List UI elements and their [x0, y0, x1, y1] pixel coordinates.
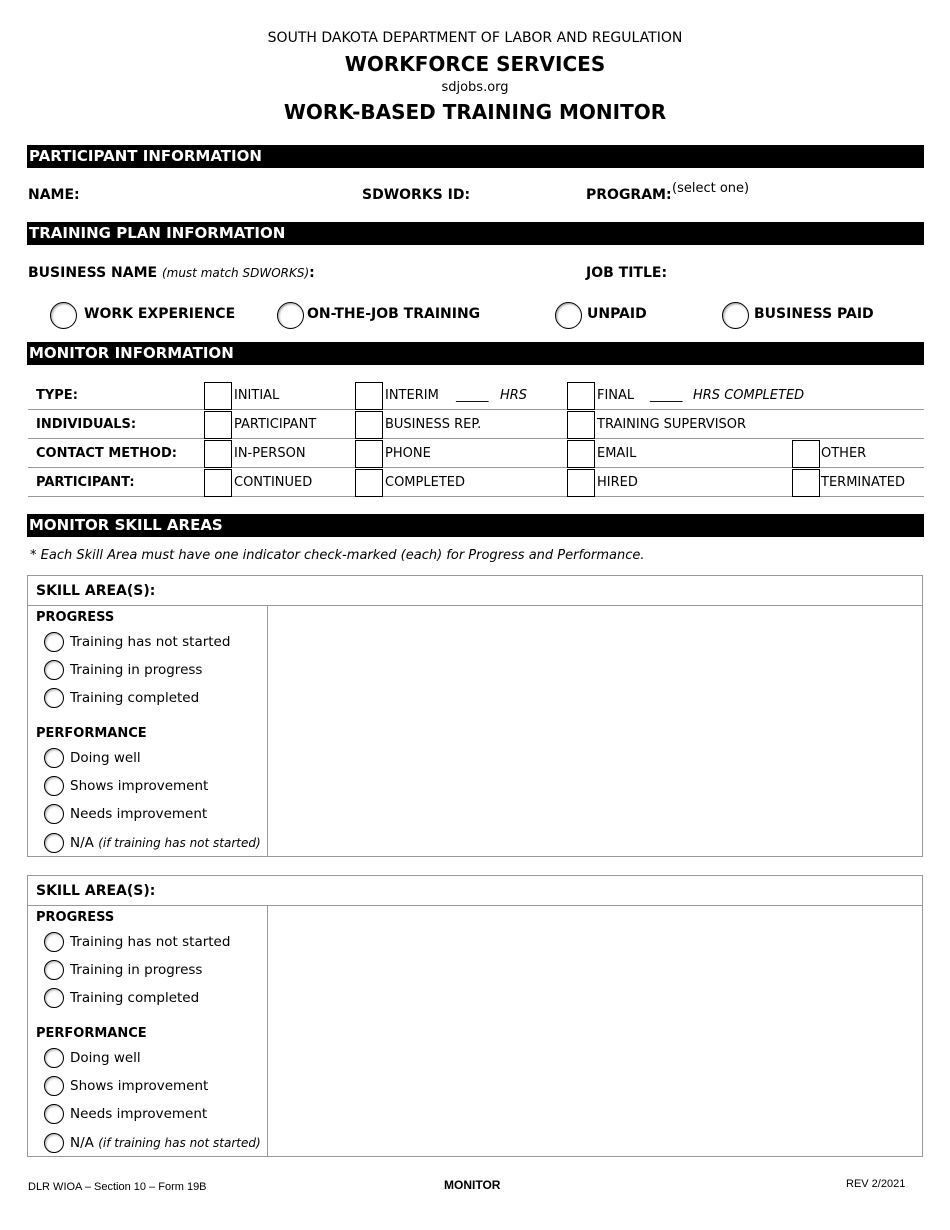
- phone-checkbox[interactable]: [355, 440, 383, 468]
- business-rep-checkbox[interactable]: [355, 411, 383, 439]
- performance-needs-improvement-radio[interactable]: [44, 1104, 64, 1124]
- form-title: WORK-BASED TRAINING MONITOR: [283, 100, 667, 124]
- performance-needs-improvement-radio[interactable]: [44, 804, 64, 824]
- performance-shows-improvement-radio[interactable]: [44, 776, 64, 796]
- completed-checkbox[interactable]: [355, 469, 383, 497]
- participant-info-header: PARTICIPANT INFORMATION: [27, 145, 924, 168]
- monitor-individuals-row: [28, 411, 924, 439]
- contact-method-label: CONTACT METHOD:: [36, 446, 177, 461]
- other-label: OTHER: [821, 446, 867, 461]
- in-person-label: IN-PERSON: [234, 446, 306, 461]
- performance-doing-well-radio[interactable]: [44, 1048, 64, 1068]
- business-name-colon: :: [309, 265, 315, 281]
- skill-areas-header: MONITOR SKILL AREAS: [27, 514, 924, 537]
- business-name-text: BUSINESS NAME: [28, 265, 158, 281]
- monitor-type-row: [28, 382, 924, 410]
- initial-checkbox[interactable]: [204, 382, 232, 410]
- na-hint: (if training has not started): [98, 1136, 261, 1150]
- unpaid-label: UNPAID: [587, 306, 647, 322]
- initial-label: INITIAL: [234, 388, 280, 403]
- progress-label: PROGRESS: [36, 910, 115, 925]
- skill-area-box-2: [27, 875, 923, 1157]
- training-supervisor-label: TRAINING SUPERVISOR: [597, 417, 747, 432]
- email-label: EMAIL: [597, 446, 637, 461]
- terminated-checkbox[interactable]: [792, 469, 820, 497]
- business-name-label: [28, 265, 315, 281]
- performance-needs-improvement-label: Needs improvement: [70, 1106, 208, 1122]
- participant-checkbox[interactable]: [204, 411, 232, 439]
- progress-completed-label: Training completed: [70, 690, 200, 706]
- final-label: FINAL: [597, 388, 635, 403]
- footer-form-id: DLR WIOA – Section 10 – Form 19B: [28, 1181, 207, 1193]
- skill-area-title: SKILL AREA(S):: [28, 876, 922, 906]
- performance-na-label: [70, 1135, 261, 1151]
- na-text: N/A: [70, 1135, 94, 1151]
- hired-label: HIRED: [597, 475, 638, 490]
- interim-hrs-label: HRS: [500, 388, 528, 403]
- progress-not-started-label: Training has not started: [70, 634, 231, 650]
- sdworks-id-label: SDWORKS ID:: [362, 187, 471, 203]
- progress-not-started-radio[interactable]: [44, 932, 64, 952]
- program-hint: (select one): [672, 181, 750, 196]
- progress-not-started-label: Training has not started: [70, 934, 231, 950]
- performance-na-radio[interactable]: [44, 1133, 64, 1153]
- skill-area-indicators: [28, 906, 268, 1156]
- participant-status-label: PARTICIPANT:: [36, 475, 135, 490]
- skill-areas-note: * Each Skill Area must have one indicator check-marked (each) for Progress and Performance.: [30, 548, 645, 563]
- progress-completed-label: Training completed: [70, 990, 200, 1006]
- participant-option-label: PARTICIPANT: [234, 417, 317, 432]
- performance-doing-well-label: Doing well: [70, 750, 141, 766]
- progress-in-progress-label: Training in progress: [70, 662, 203, 678]
- progress-label: PROGRESS: [36, 610, 115, 625]
- individuals-label: INDIVIDUALS:: [36, 417, 137, 432]
- on-the-job-training-radio[interactable]: [277, 302, 304, 329]
- performance-label: PERFORMANCE: [36, 1026, 147, 1041]
- name-label: NAME:: [28, 187, 80, 203]
- training-plan-header: TRAINING PLAN INFORMATION: [27, 222, 924, 245]
- progress-in-progress-radio[interactable]: [44, 660, 64, 680]
- unpaid-radio[interactable]: [555, 302, 582, 329]
- na-text: N/A: [70, 835, 94, 851]
- hired-checkbox[interactable]: [567, 469, 595, 497]
- continued-label: CONTINUED: [234, 475, 313, 490]
- skill-area-title: SKILL AREA(S):: [28, 576, 922, 606]
- on-the-job-training-label: ON-THE-JOB TRAINING: [307, 306, 481, 322]
- progress-completed-radio[interactable]: [44, 988, 64, 1008]
- interim-checkbox[interactable]: [355, 382, 383, 410]
- performance-shows-improvement-label: Shows improvement: [70, 1078, 209, 1094]
- phone-label: PHONE: [385, 446, 431, 461]
- work-experience-label: WORK EXPERIENCE: [84, 306, 236, 322]
- business-paid-label: BUSINESS PAID: [754, 306, 874, 322]
- progress-completed-radio[interactable]: [44, 688, 64, 708]
- final-hrs-blank[interactable]: _____: [650, 388, 683, 403]
- continued-checkbox[interactable]: [204, 469, 232, 497]
- performance-shows-improvement-label: Shows improvement: [70, 778, 209, 794]
- department-name: SOUTH DAKOTA DEPARTMENT OF LABOR AND REGULATION: [267, 30, 683, 46]
- type-label: TYPE:: [36, 388, 78, 403]
- footer-monitor: MONITOR: [444, 1178, 501, 1192]
- progress-not-started-radio[interactable]: [44, 632, 64, 652]
- performance-na-label: [70, 835, 261, 851]
- email-checkbox[interactable]: [567, 440, 595, 468]
- monitor-contact-row: [28, 440, 924, 468]
- final-checkbox[interactable]: [567, 382, 595, 410]
- website: sdjobs.org: [441, 80, 509, 95]
- monitor-info-header: MONITOR INFORMATION: [27, 342, 924, 365]
- completed-label: COMPLETED: [385, 475, 465, 490]
- hrs-completed-label: HRS COMPLETED: [693, 388, 805, 403]
- work-experience-radio[interactable]: [50, 302, 77, 329]
- monitor-participant-row: [28, 469, 924, 497]
- performance-doing-well-label: Doing well: [70, 1050, 141, 1066]
- business-name-hint: (must match SDWORKS): [161, 266, 310, 280]
- other-checkbox[interactable]: [792, 440, 820, 468]
- division-name: WORKFORCE SERVICES: [344, 52, 606, 76]
- performance-label: PERFORMANCE: [36, 726, 147, 741]
- interim-label: INTERIM: [385, 388, 439, 403]
- skill-area-box-1: [27, 575, 923, 857]
- program-label: PROGRAM:: [586, 187, 672, 203]
- business-rep-label: BUSINESS REP.: [385, 417, 482, 432]
- job-title-label: JOB TITLE:: [586, 265, 668, 281]
- training-supervisor-checkbox[interactable]: [567, 411, 595, 439]
- performance-doing-well-radio[interactable]: [44, 748, 64, 768]
- performance-na-radio[interactable]: [44, 833, 64, 853]
- business-paid-radio[interactable]: [722, 302, 749, 329]
- progress-in-progress-label: Training in progress: [70, 962, 203, 978]
- performance-needs-improvement-label: Needs improvement: [70, 806, 208, 822]
- progress-in-progress-radio[interactable]: [44, 960, 64, 980]
- interim-hrs-blank[interactable]: _____: [456, 388, 489, 403]
- performance-shows-improvement-radio[interactable]: [44, 1076, 64, 1096]
- skill-area-indicators: [28, 606, 268, 856]
- terminated-label: TERMINATED: [821, 475, 906, 490]
- footer-revision: REV 2/2021: [846, 1178, 906, 1190]
- na-hint: (if training has not started): [98, 836, 261, 850]
- in-person-checkbox[interactable]: [204, 440, 232, 468]
